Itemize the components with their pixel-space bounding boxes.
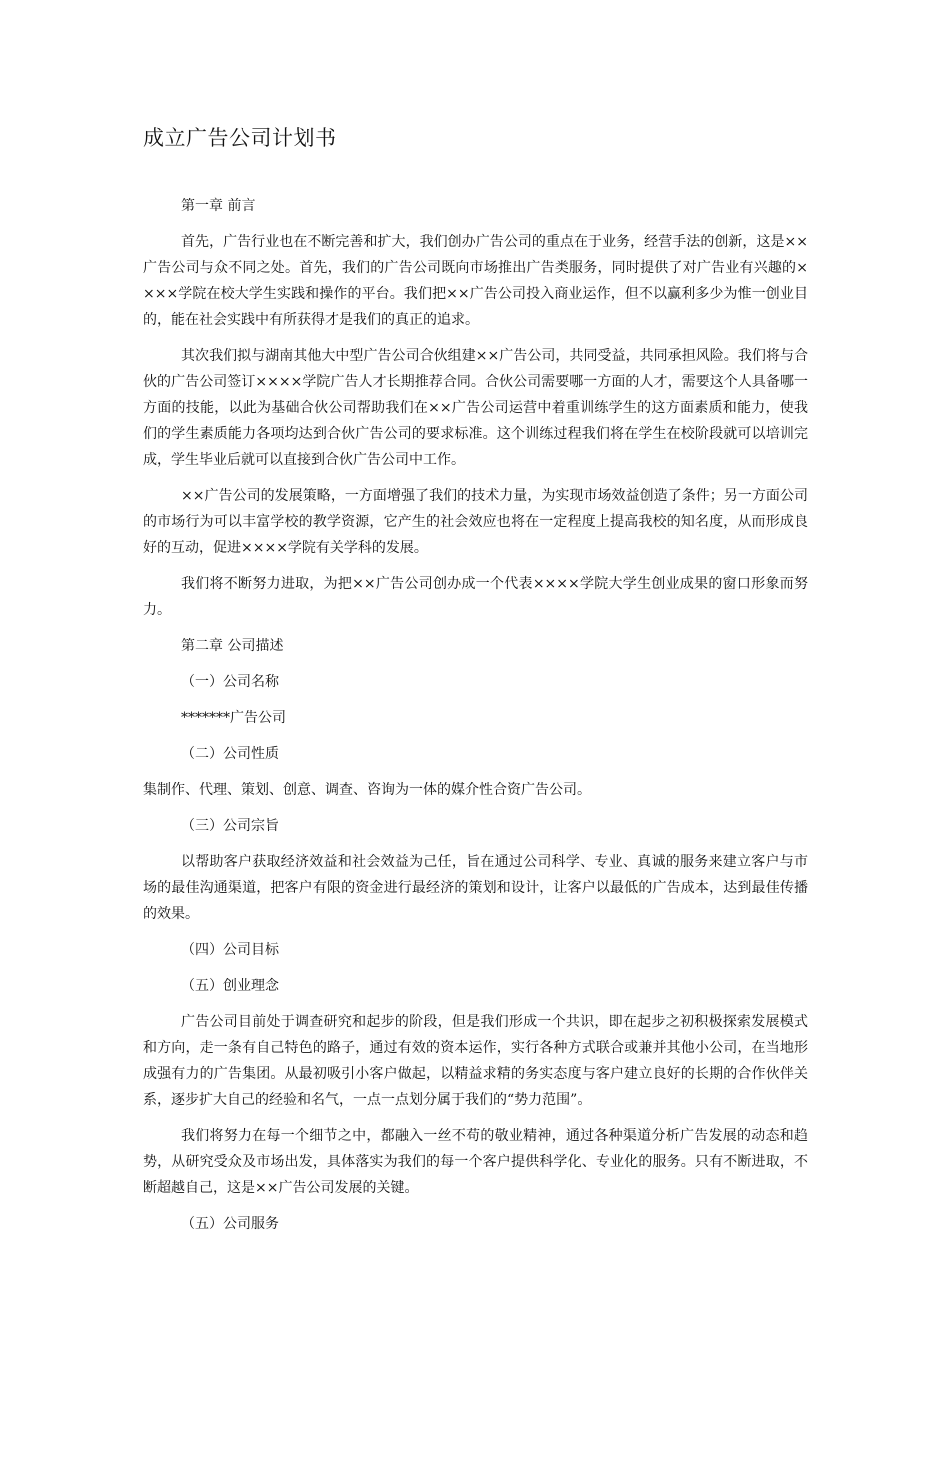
document-body: [143, 193, 808, 1237]
body-paragraph: *******广告公司: [181, 710, 286, 726]
body-paragraph: ××广告公司的发展策略，一方面增强了我们的技术力量，为实现市场效益创造了条件；另一方面公司的市场行为可以丰富学校的教学资源，它产生的社会效应也将在一定程度上提高我校的知名度，从而形成良好的互动，促进××××学院有关学科的发展。: [143, 488, 808, 556]
section-heading: （五）公司服务: [181, 1216, 279, 1232]
section-heading: （五）创业理念: [181, 978, 279, 994]
body-paragraph: 集制作、代理、策划、创意、调查、咨询为一体的媒介性合资广告公司。: [143, 782, 591, 798]
body-paragraph: 我们将不断努力进取，为把××广告公司创办成一个代表××××学院大学生创业成果的窗口形象而努力。: [143, 576, 808, 618]
section-heading: （四）公司目标: [181, 942, 279, 958]
chapter-heading: 第一章 前言: [181, 198, 256, 214]
section-heading: （二）公司性质: [181, 746, 279, 762]
body-paragraph: 首先，广告行业也在不断完善和扩大，我们创办广告公司的重点在于业务，经营手法的创新，这是××广告公司与众不同之处。首先，我们的广告公司既向市场推出广告类服务，同时提供了对广告业有兴趣的××××学院在校大学生实践和操作的平台。我们把××广告公司投入商业运作，但不以赢利多少为惟一创业目的，能在社会实践中有所获得才是我们的真正的追求。: [143, 234, 808, 328]
body-paragraph: 广告公司目前处于调查研究和起步的阶段，但是我们形成一个共识，即在起步之初积极探索发展模式和方向，走一条有自己特色的路子，通过有效的资本运作，实行各种方式联合或兼并其他小公司，在当地形成强有力的广告集团。从最初吸引小客户做起，以精益求精的务实态度与客户建立良好的长期的合作伙伴关系，逐步扩大自己的经验和名气，一点一点划分属于我们的“势力范围”。: [143, 1014, 808, 1108]
body-paragraph: 其次我们拟与湖南其他大中型广告公司合伙组建××广告公司，共同受益，共同承担风险。我们将与合伙的广告公司签订××××学院广告人才长期推荐合同。合伙公司需要哪一方面的人才，需要这个人具备哪一方面的技能，以此为基础合伙公司帮助我们在××广告公司运营中着重训练学生的这方面素质和能力，使我们的学生素质能力各项均达到合伙广告公司的要求标准。这个训练过程我们将在学生在校阶段就可以培训完成，学生毕业后就可以直接到合伙广告公司中工作。: [143, 348, 808, 468]
chapter-heading: 第二章 公司描述: [181, 638, 284, 654]
body-paragraph: 我们将努力在每一个细节之中，都融入一丝不苟的敬业精神，通过各种渠道分析广告发展的动态和趋势，从研究受众及市场出发，具体落实为我们的每一个客户提供科学化、专业化的服务。只有不断进取，不断超越自己，这是××广告公司发展的关键。: [143, 1128, 808, 1196]
document-title: 成立广告公司计划书: [143, 126, 337, 150]
document-page: [0, 124, 950, 1468]
section-heading: （三）公司宗旨: [181, 818, 279, 834]
body-paragraph: 以帮助客户获取经济效益和社会效益为己任，旨在通过公司科学、专业、真诚的服务来建立客户与市场的最佳沟通渠道，把客户有限的资金进行最经济的策划和设计，让客户以最低的广告成本，达到最佳传播的效果。: [143, 854, 808, 922]
section-heading: （一）公司名称: [181, 674, 279, 690]
